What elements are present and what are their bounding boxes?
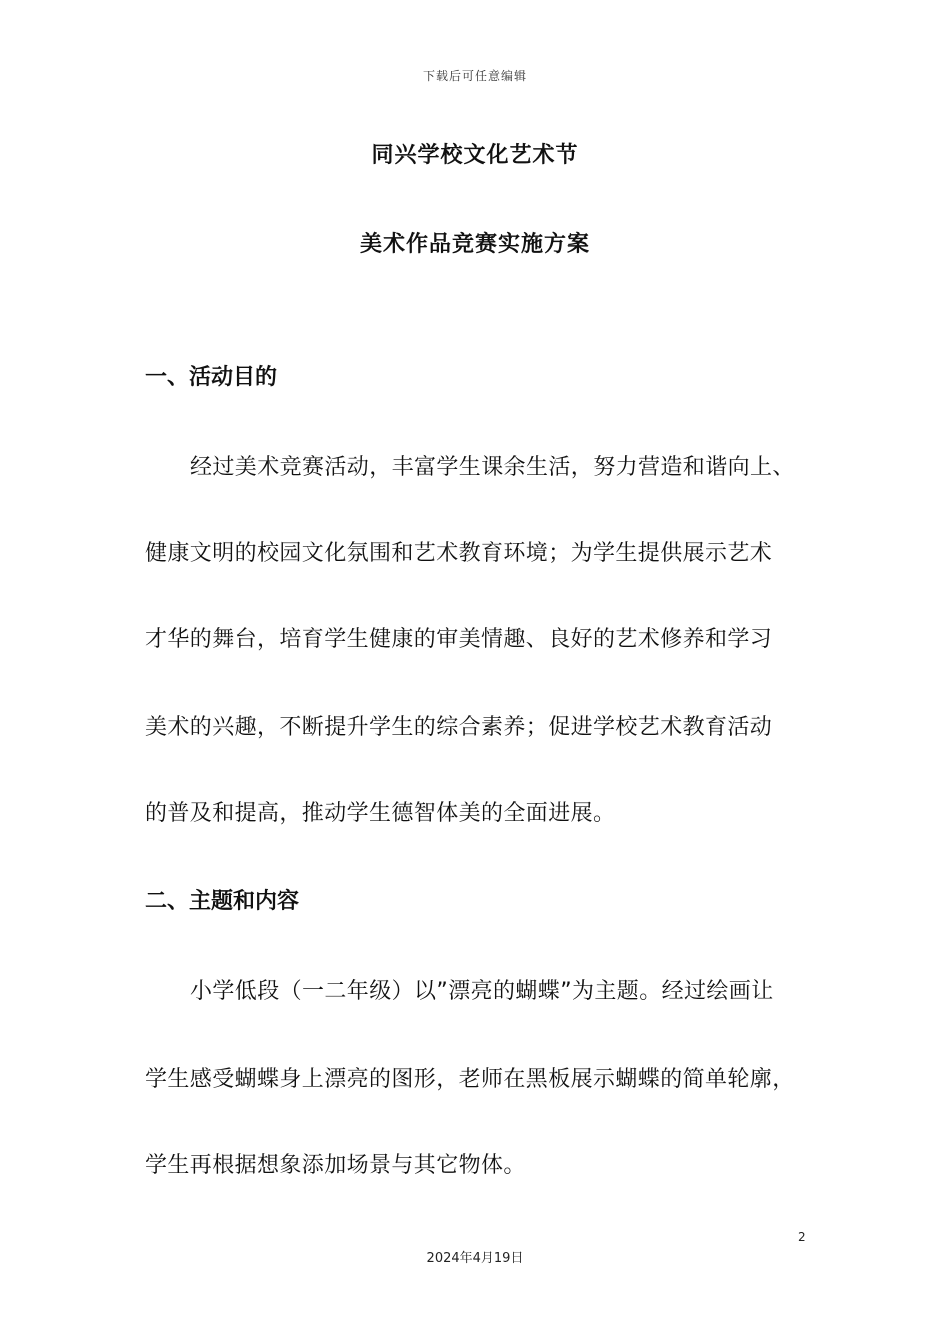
paragraph-line: 学生再根据想象添加场景与其它物体。 xyxy=(145,1153,526,1178)
paragraph-line: 美术的兴趣，不断提升学生的综合素养；促进学校艺术教育活动 xyxy=(145,715,773,740)
paragraph-line: 健康文明的校园文化氛围和艺术教育环境；为学生提供展示艺术 xyxy=(145,541,773,566)
header-note: 下载后可任意编辑 xyxy=(422,69,527,83)
paragraph-line: 小学低段（一二年级）以”漂亮的蝴蝶”为主题。经过绘画让 xyxy=(190,979,774,1004)
paragraph-line: 的普及和提高，推动学生德智体美的全面进展。 xyxy=(145,801,616,826)
paragraph-line: 经过美术竞赛活动，丰富学生课余生活，努力营造和谐向上、 xyxy=(190,455,795,480)
document-title: 同兴学校文化艺术节 xyxy=(371,143,579,168)
section-heading-purpose: 一、活动目的 xyxy=(145,365,278,390)
section-heading-theme: 二、主题和内容 xyxy=(145,889,300,914)
document-subtitle: 美术作品竞赛实施方案 xyxy=(359,232,590,257)
paragraph-line: 学生感受蝴蝶身上漂亮的图形，老师在黑板展示蝴蝶的简单轮廓， xyxy=(145,1067,795,1092)
paragraph-line: 才华的舞台，培育学生健康的审美情趣、良好的艺术修养和学习 xyxy=(145,627,773,652)
page-number: 2 xyxy=(798,1230,806,1244)
footer-date: 2024年4月19日 xyxy=(426,1251,524,1266)
